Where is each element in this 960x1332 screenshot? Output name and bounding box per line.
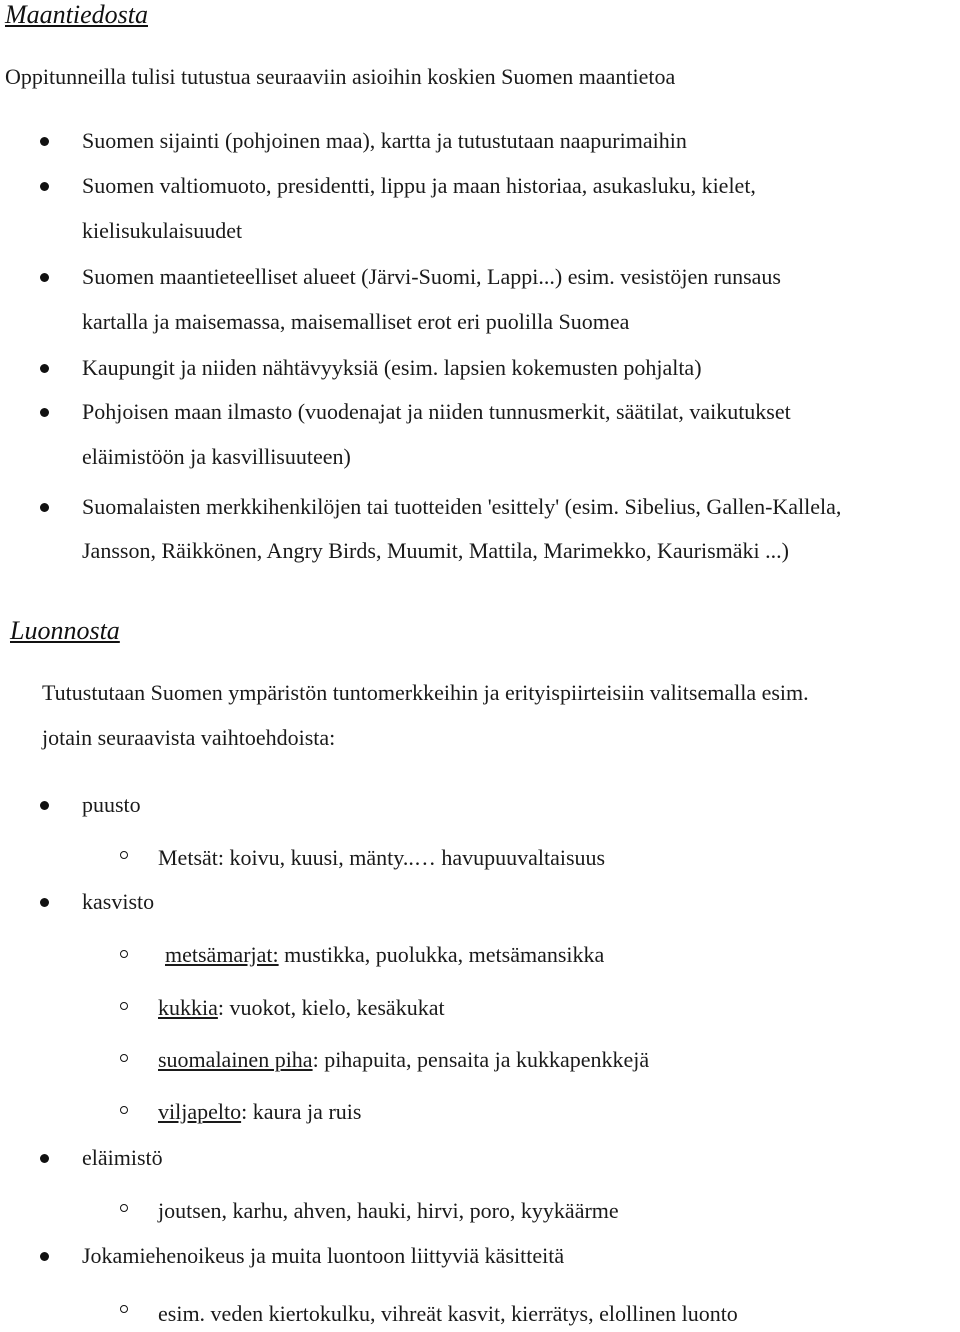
sub-item-text: : pihapuita, pensaita ja kukkapenkkejä	[312, 1047, 650, 1072]
sub-item	[158, 1099, 361, 1125]
bullet-icon	[40, 801, 49, 810]
sub-item-term: suomalainen piha	[158, 1047, 313, 1072]
sub-item: joutsen, karhu, ahven, hauki, hirvi, poro, kyykäärme	[158, 1198, 619, 1223]
sub-item	[158, 1047, 649, 1073]
sub-item-text: : vuokot, kielo, kesäkukat	[217, 995, 445, 1020]
section-heading-maantiedosta: Maantiedosta	[5, 0, 148, 29]
bullet-icon	[40, 364, 49, 373]
section-heading-luonnosta: Luonnosta	[10, 616, 120, 645]
circle-bullet-icon	[120, 950, 128, 958]
sub-item-term: kukkia	[158, 995, 218, 1020]
sub-item-term: viljapelto	[158, 1099, 242, 1124]
bullet-icon	[40, 408, 49, 417]
section-intro: Oppitunneilla tulisi tutustua seuraaviin asioihin koskien Suomen maantietoa	[5, 64, 676, 89]
list-item: Kaupungit ja niiden nähtävyyksiä (esim. lapsien kokemusten pohjalta)	[82, 355, 702, 380]
list-item-continuation: eläimistöön ja kasvillisuuteen)	[82, 444, 351, 469]
sub-item: Metsät: koivu, kuusi, mänty..… havupuuvaltaisuus	[158, 845, 606, 870]
bullet-icon	[40, 137, 49, 146]
sub-item	[165, 942, 604, 968]
bullet-icon	[40, 1154, 49, 1163]
circle-bullet-icon	[120, 1054, 128, 1062]
list-item: Suomen sijainti (pohjoinen maa), kartta ja tutustutaan naapurimaihin	[82, 128, 687, 153]
list-item: Suomalaisten merkkihenkilöjen tai tuotteiden 'esittely' (esim. Sibelius, Gallen-Kallela,	[82, 494, 842, 519]
list-item-jokamies: Jokamiehenoikeus ja muita luontoon liittyviä käsitteitä	[82, 1243, 565, 1268]
sub-item	[158, 995, 445, 1021]
section-intro: Tutustutaan Suomen ympäristön tuntomerkkeihin ja erityispiirteisiin valitsemalla esim.	[42, 680, 809, 705]
list-item: Pohjoisen maan ilmasto (vuodenajat ja niiden tunnusmerkit, säätilat, vaikutukset	[82, 399, 791, 424]
list-item-puusto: puusto	[82, 792, 141, 817]
bullet-icon	[40, 503, 49, 512]
bullet-icon	[40, 1252, 49, 1261]
circle-bullet-icon	[120, 1002, 128, 1010]
circle-bullet-icon	[120, 1305, 128, 1313]
list-item-continuation: Jansson, Räikkönen, Angry Birds, Muumit, Mattila, Marimekko, Kaurismäki ...)	[82, 538, 789, 563]
list-item-elaimisto: eläimistö	[82, 1145, 163, 1170]
circle-bullet-icon	[120, 851, 128, 859]
circle-bullet-icon	[120, 1106, 128, 1114]
sub-item-text: mustikka, puolukka, metsämansikka	[278, 942, 605, 967]
sub-item-text: : kaura ja ruis	[241, 1099, 362, 1124]
sub-item: esim. veden kiertokulku, vihreät kasvit, kierrätys, elollinen luonto	[158, 1301, 738, 1326]
bullet-icon	[40, 273, 49, 282]
section-intro-continuation: jotain seuraavista vaihtoehdoista:	[42, 725, 336, 750]
list-item-kasvisto: kasvisto	[82, 889, 155, 914]
list-item: Suomen valtiomuoto, presidentti, lippu ja maan historiaa, asukasluku, kielet,	[82, 173, 756, 198]
bullet-icon	[40, 182, 49, 191]
circle-bullet-icon	[120, 1204, 128, 1212]
sub-item-term: metsämarjat:	[165, 942, 279, 967]
list-item: Suomen maantieteelliset alueet (Järvi-Suomi, Lappi...) esim. vesistöjen runsaus	[82, 264, 781, 289]
list-item-continuation: kartalla ja maisemassa, maisemalliset erot eri puolilla Suomea	[82, 309, 630, 334]
list-item-continuation: kielisukulaisuudet	[82, 218, 243, 243]
bullet-icon	[40, 898, 49, 907]
